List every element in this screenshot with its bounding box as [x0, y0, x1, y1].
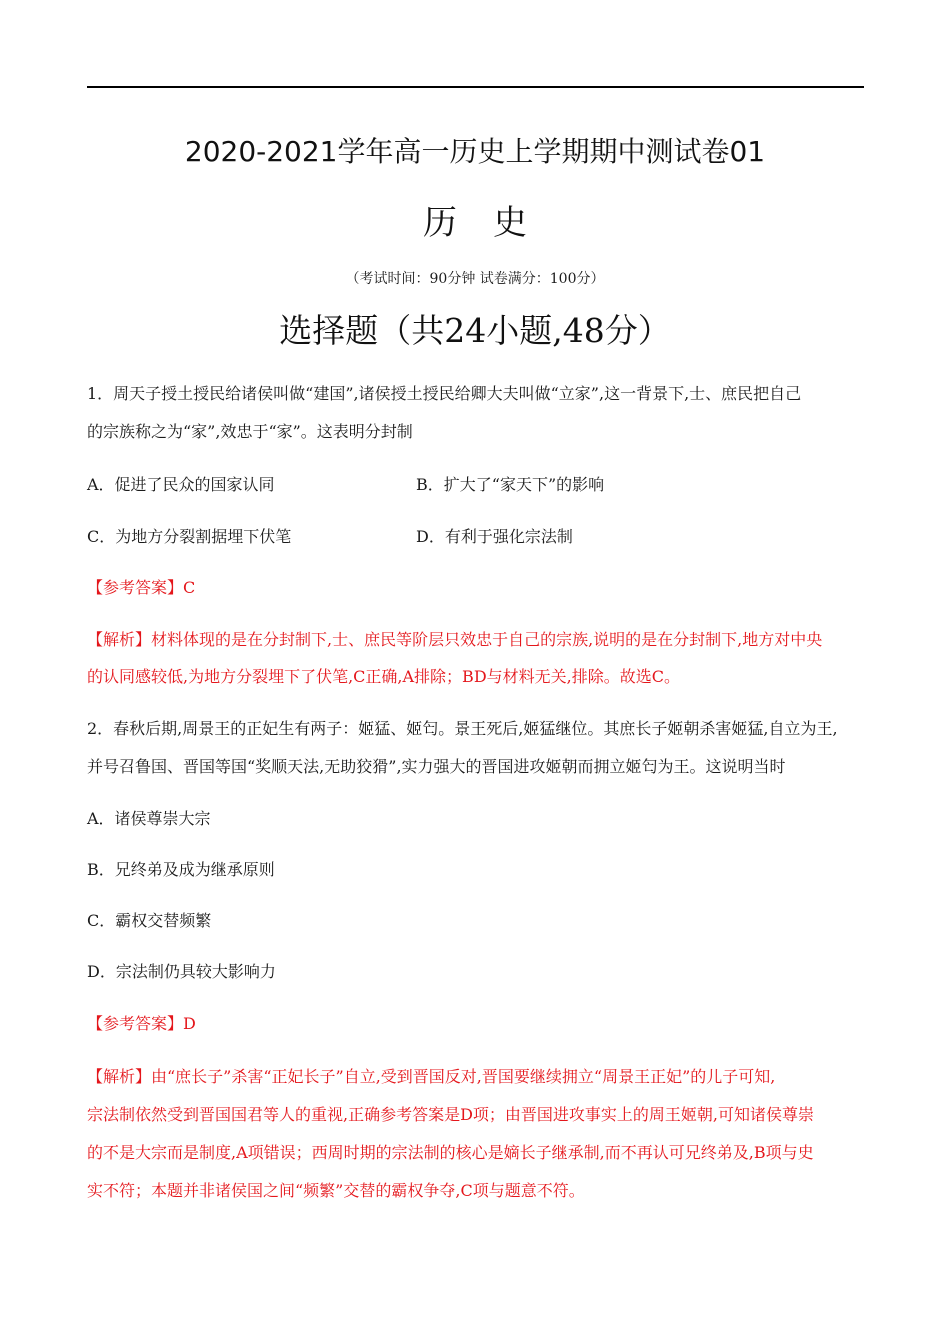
q2-stem-line1: 2．春秋后期,周景王的正妃生有两子：姬猛、姬匄。景王死后,姬猛继位。其庶长子姬朝杀害姬猛,自立为王, — [87, 719, 838, 738]
q2-analysis-line4: 实不符；本题并非诸侯国之间“频繁”交替的霸权争夺,C项与题意不符。 — [87, 1181, 585, 1200]
exam-info: （考试时间：90分钟 试卷满分：100分） — [345, 271, 605, 287]
q2-answer: 【参考答案】D — [87, 1014, 196, 1033]
q2-stem-line2: 并号召鲁国、晋国等国“奖顺天法,无助狡猾”,实力强大的晋国进攻姬朝而拥立姬匄为王。这说明当时 — [87, 757, 786, 776]
subject-heading: 历史 — [423, 203, 563, 243]
page-title: 2020-2021学年高一历史上学期期中测试卷01 — [184, 135, 766, 168]
section-title: 选择题（共24小题,48分） — [279, 311, 671, 350]
q1-option-b: B．扩大了“家天下”的影响 — [416, 475, 605, 494]
q2-option-b: B．兄终弟及成为继承原则 — [87, 860, 275, 879]
q2-analysis-line2: 宗法制依然受到晋国国君等人的重视,正确参考答案是D项；由晋国进攻事实上的周王姬朝,可知诸侯尊崇 — [87, 1105, 815, 1124]
q1-option-a: A．促进了民众的国家认同 — [87, 475, 275, 494]
q1-option-c: C．为地方分裂割据埋下伏笔 — [87, 527, 292, 546]
q2-option-c: C．霸权交替频繁 — [87, 911, 212, 930]
header-rule — [87, 86, 864, 88]
q1-option-d: D．有利于强化宗法制 — [416, 527, 573, 546]
q2-analysis-line3: 的不是大宗而是制度,A项错误；西周时期的宗法制的核心是嫡长子继承制,而不再认可兄终弟及,B项与史 — [87, 1143, 814, 1162]
q1-stem-line1: 1．周天子授土授民给诸侯叫做“建国”,诸侯授土授民给卿大夫叫做“立家”,这一背景下,士、庶民把自己 — [87, 384, 802, 403]
q2-analysis-line1: 【解析】由“庶长子”杀害“正妃长子”自立,受到晋国反对,晋国要继续拥立“周景王正妃”的儿子可知, — [87, 1067, 776, 1086]
q1-analysis-line2: 的认同感较低,为地方分裂埋下了伏笔,C正确,A排除；BD与材料无关,排除。故选C。 — [87, 667, 680, 686]
q1-stem-line2: 的宗族称之为“家”,效忠于“家”。这表明分封制 — [87, 422, 413, 441]
q1-answer: 【参考答案】C — [87, 578, 196, 597]
q1-analysis-line1: 【解析】材料体现的是在分封制下,士、庶民等阶层只效忠于自己的宗族,说明的是在分封制下,地方对中央 — [87, 630, 823, 649]
q2-option-d: D．宗法制仍具较大影响力 — [87, 962, 276, 981]
q2-option-a: A．诸侯尊崇大宗 — [87, 809, 211, 828]
